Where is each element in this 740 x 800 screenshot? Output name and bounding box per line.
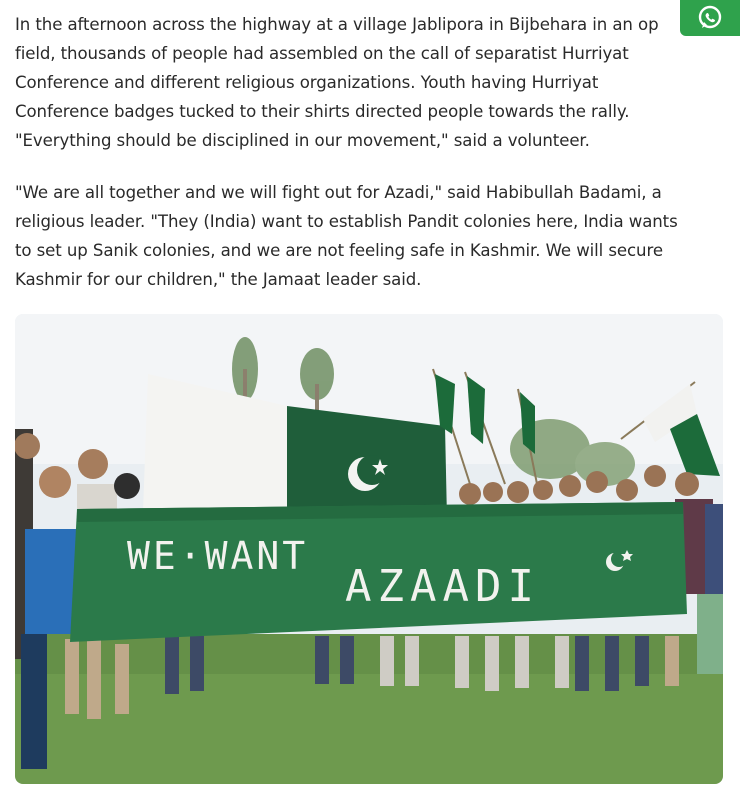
paragraph-line: Conference badges tucked to their shirts directed people towards the rally. [15,102,630,121]
paragraph-line: Conference and different religious organizations. Youth having Hurriyat [15,73,599,92]
article-paragraph-2 [15,178,720,294]
paragraph-line: "Everything should be disciplined in our movement," said a volunteer. [15,131,590,150]
whatsapp-share-button[interactable] [680,0,740,36]
article-paragraph-1 [15,10,680,155]
paragraph-line: religious leader. "They (India) want to establish Pandit colonies here, India wants [15,212,678,231]
paragraph-line: field, thousands of people had assembled on the call of separatist Hurriyat [15,44,629,63]
paragraph-line: to set up Sanik colonies, and we are not feeling safe in Kashmir. We will secure [15,241,663,260]
paragraph-line: In the afternoon across the highway at a village Jablipora in Bijbehara in an op [15,15,659,34]
banner-text-line1: WE·WANT [127,534,309,578]
paragraph-line: "We are all together and we will fight out for Azadi," said Habibullah Badami, a [15,183,662,202]
rally-photo [15,314,723,784]
whatsapp-icon [695,3,725,33]
crowd-rally-photo [15,314,723,784]
paragraph-line: Kashmir for our children," the Jamaat leader said. [15,270,422,289]
banner-text-line2: AZAADI [345,561,540,612]
